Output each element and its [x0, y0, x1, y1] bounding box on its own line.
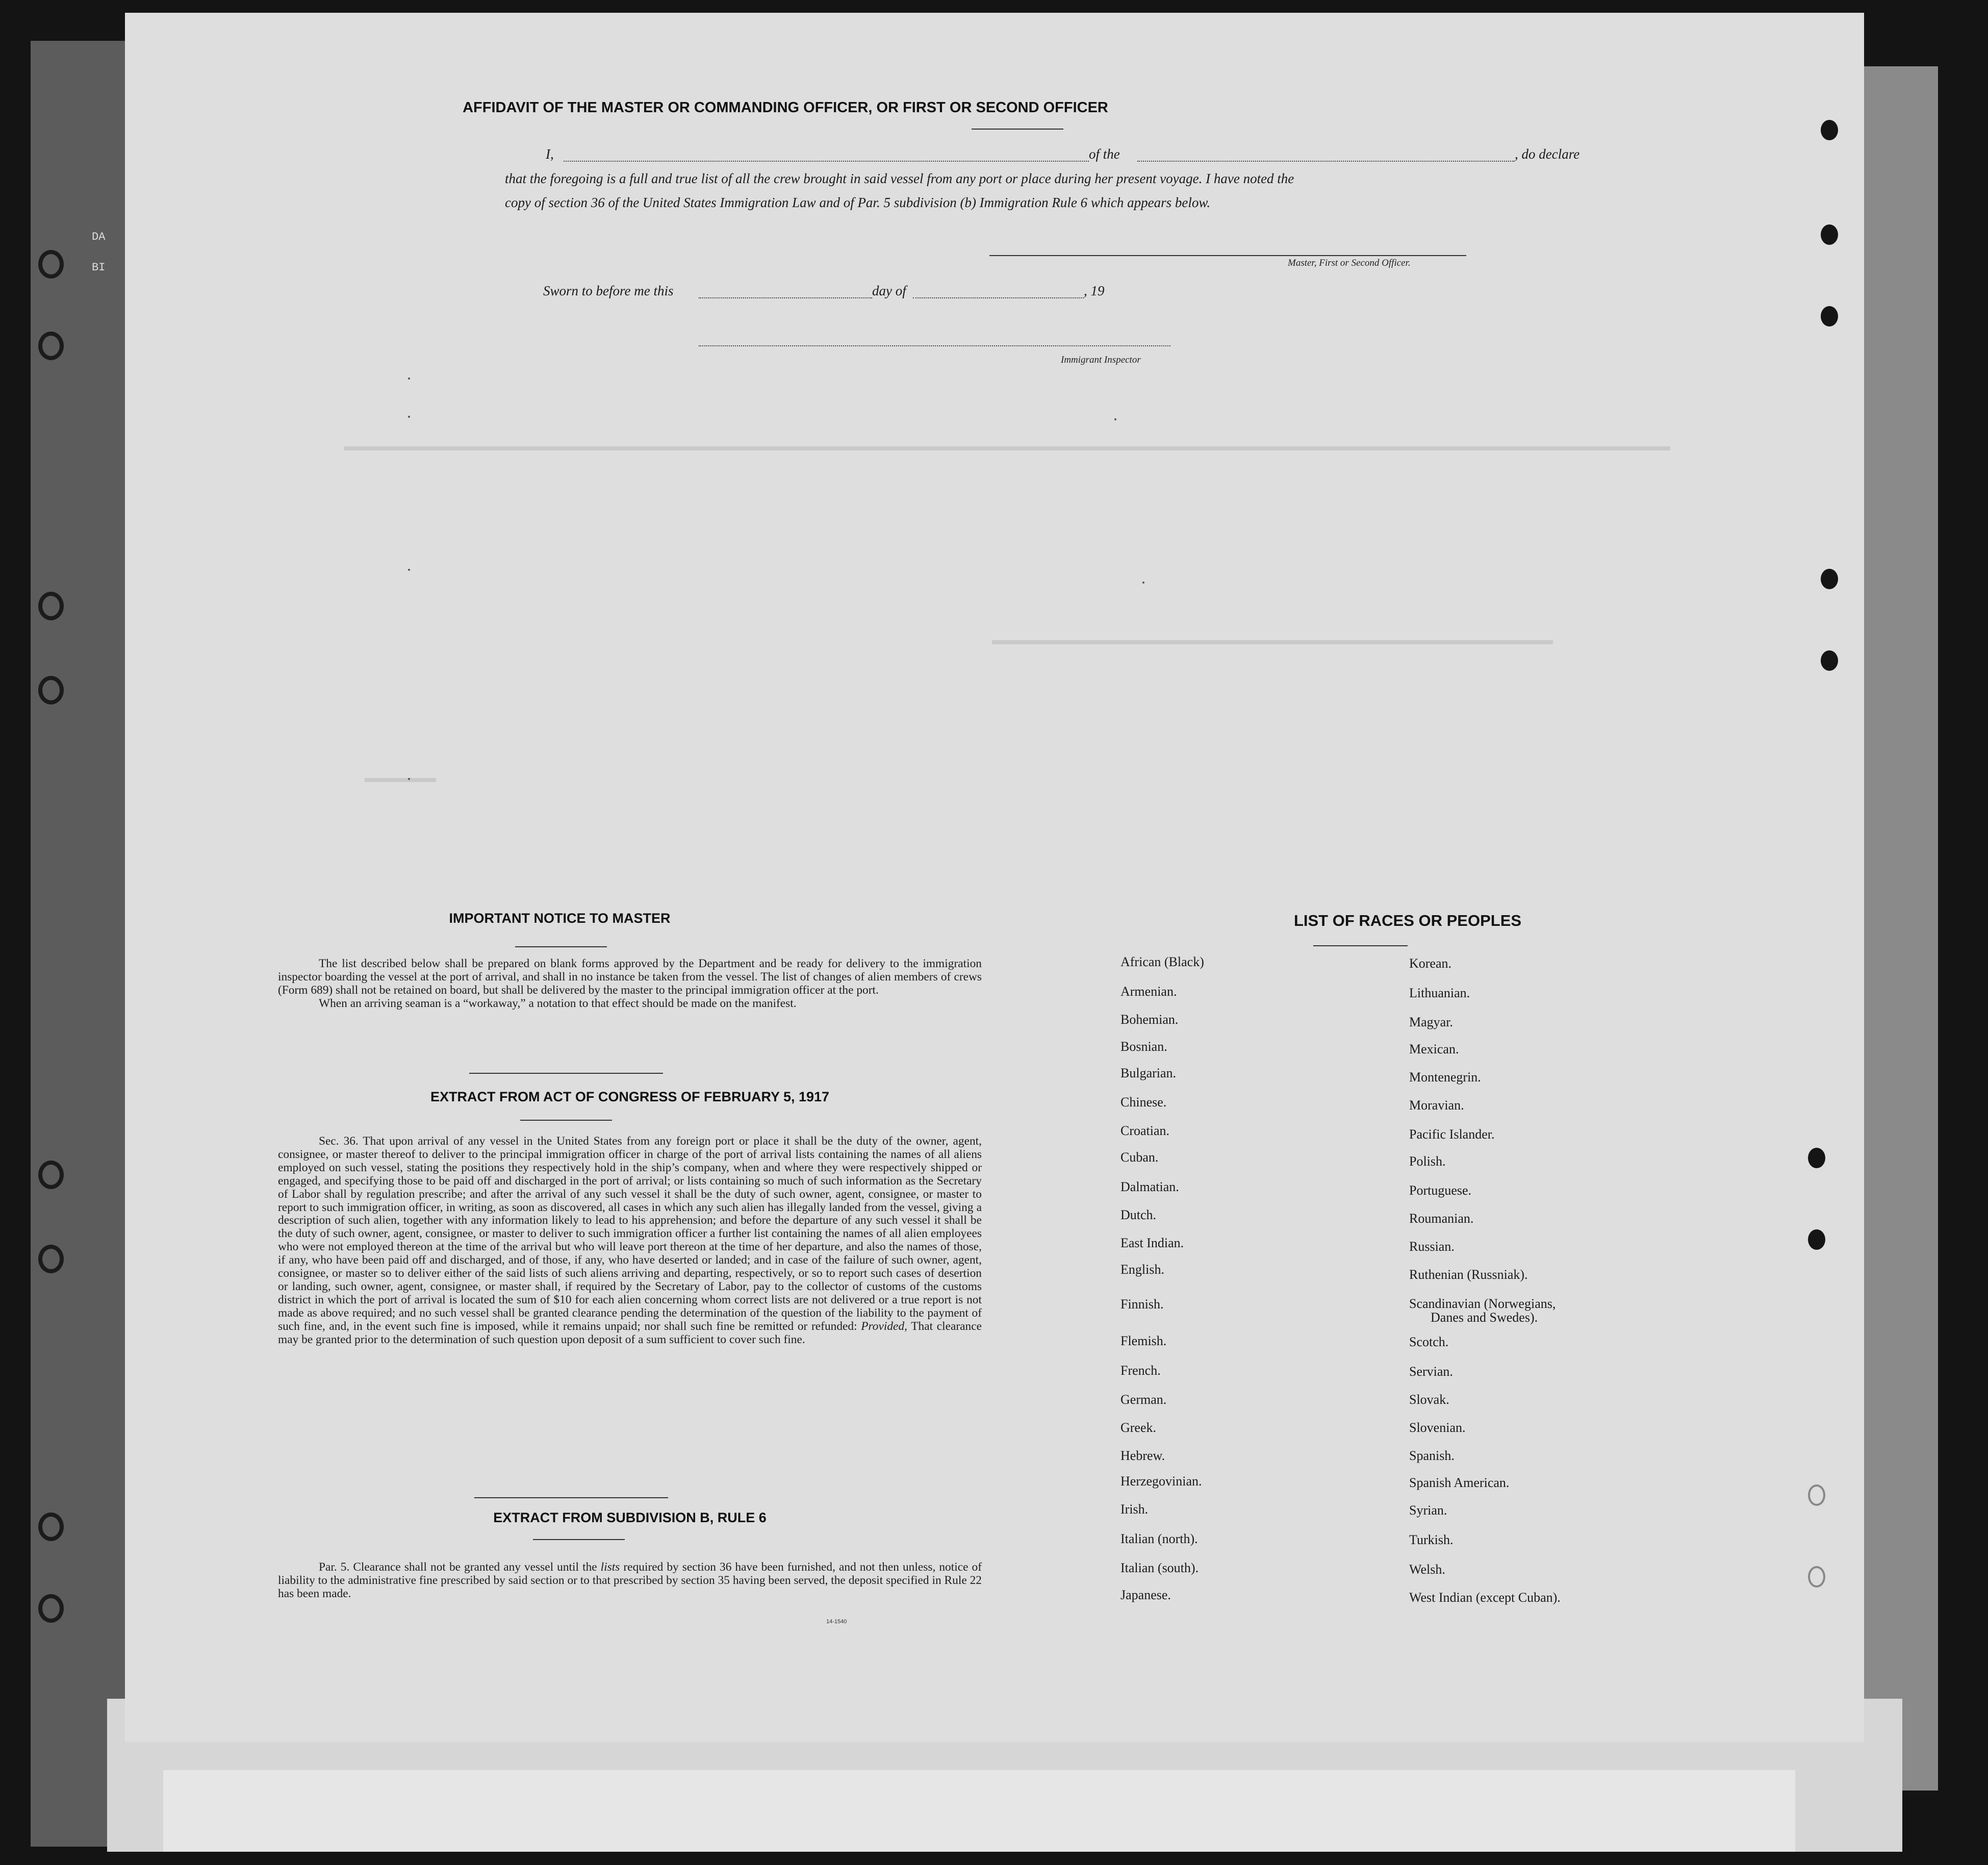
- race-item: Croatian.: [1120, 1123, 1170, 1138]
- race-item: Polish.: [1409, 1154, 1446, 1169]
- act-rule: [520, 1120, 612, 1121]
- show-through: [365, 778, 436, 782]
- race-item: Servian.: [1409, 1364, 1453, 1379]
- punch-hole: [1821, 650, 1838, 671]
- rule-body: [278, 1561, 982, 1601]
- document-page: [125, 13, 1864, 1742]
- section-rule: [474, 1497, 668, 1498]
- master-signature-label: Master, First or Second Officer.: [1288, 258, 1411, 268]
- race-item: Scandinavian (Norwegians,: [1409, 1296, 1556, 1311]
- vessel-blank[interactable]: [1137, 161, 1515, 162]
- rule-rule: [533, 1539, 625, 1540]
- show-through: [992, 640, 1553, 644]
- races-rule: [1313, 945, 1408, 946]
- act-title: EXTRACT FROM ACT OF CONGRESS OF FEBRUARY 5, 1917: [430, 1089, 830, 1104]
- punch-hole: [1821, 224, 1838, 245]
- act-text-end: That clearance may be granted prior to the determination of such question upon deposit of a sum sufficient to cover such fine.: [278, 1319, 982, 1346]
- binder-ring: [38, 676, 64, 704]
- sworn-day-of: day of: [872, 283, 906, 298]
- race-item: French.: [1120, 1363, 1161, 1378]
- race-item: Spanish.: [1409, 1448, 1455, 1463]
- punch-hole: [1821, 306, 1838, 326]
- race-item: Mexican.: [1409, 1042, 1459, 1056]
- race-item: Scotch.: [1409, 1334, 1449, 1349]
- binder-ring: [38, 1161, 64, 1189]
- punch-hole: [1821, 569, 1838, 589]
- sworn-day-blank[interactable]: [699, 297, 872, 298]
- race-item: Dalmatian.: [1120, 1179, 1179, 1194]
- sworn-year: , 19: [1084, 283, 1105, 298]
- race-item: Bulgarian.: [1120, 1066, 1177, 1080]
- edge-label-bottom: BI: [92, 261, 106, 274]
- race-item: Hebrew.: [1120, 1448, 1165, 1463]
- race-item: Danes and Swedes).: [1431, 1310, 1538, 1325]
- race-item: Dutch.: [1120, 1207, 1157, 1222]
- notice-rule: [515, 946, 607, 947]
- race-item: Italian (south).: [1120, 1560, 1199, 1575]
- rule-text-end: required by section 36 have been furnished, and not then unless, notice of liability to the administrative fine prescribed by said section or to that prescribed by section 35 having been served, the deposit specified in Rule 22 has been made.: [278, 1560, 982, 1600]
- race-item: Japanese.: [1120, 1587, 1171, 1602]
- binder-ring: [38, 592, 64, 620]
- underlying-page-lower: [163, 1770, 1795, 1852]
- notice-body: [278, 957, 982, 1011]
- race-item: Spanish American.: [1409, 1475, 1510, 1490]
- speck: [408, 778, 410, 780]
- race-item: West Indian (except Cuban).: [1409, 1590, 1561, 1605]
- speck: [1142, 582, 1144, 584]
- section-rule: [469, 1073, 663, 1074]
- race-item: Armenian.: [1120, 984, 1177, 999]
- race-item: Finnish.: [1120, 1297, 1164, 1312]
- act-body: [278, 1135, 982, 1347]
- race-item: Russian.: [1409, 1239, 1455, 1254]
- affidavit-of-the: of the: [1089, 146, 1120, 162]
- race-item: African (Black): [1120, 954, 1204, 969]
- binder-ring: [38, 1245, 64, 1273]
- race-item: Bosnian.: [1120, 1039, 1167, 1054]
- race-item: Slovenian.: [1409, 1420, 1466, 1435]
- notice-title: IMPORTANT NOTICE TO MASTER: [449, 911, 671, 926]
- race-item: Roumanian.: [1409, 1211, 1474, 1226]
- race-item: Herzegovinian.: [1120, 1474, 1202, 1489]
- punch-hole: [1821, 120, 1838, 140]
- show-through: [344, 446, 1670, 450]
- binder-ring: [38, 1594, 64, 1623]
- edge-label-top: DA: [92, 231, 106, 243]
- title-rule: [972, 129, 1063, 130]
- race-item: Magyar.: [1409, 1015, 1453, 1029]
- race-item: Welsh.: [1409, 1562, 1445, 1577]
- sworn-prefix: Sworn to before me this: [543, 283, 674, 298]
- affidavit-declare: , do declare: [1515, 146, 1580, 162]
- inspector-label: Immigrant Inspector: [1061, 355, 1141, 365]
- punch-hole-faint: [1808, 1566, 1825, 1587]
- affidavit-title: AFFIDAVIT OF THE MASTER OR COMMANDING OFFICER, OR FIRST OR SECOND OFFICER: [463, 99, 1108, 116]
- race-item: Ruthenian (Russniak).: [1409, 1267, 1528, 1282]
- race-item: Italian (north).: [1120, 1531, 1198, 1546]
- speck: [408, 377, 410, 380]
- rule-text-start: Par. 5. Clearance shall not be granted any vessel until the: [319, 1560, 601, 1574]
- act-text-start: Sec. 36. That upon arrival of any vessel in the United States from any foreign port or place it shall be the duty of the owner, agent, consignee, or master thereof to deliver to the principal immigration officer in charge of the port of arrival lists containing the names of all aliens employed on such vessel, stating the positions they respectively hold in the ship’s company, when and where they were respectively shipped or engaged, and specifying those to be paid off and discharged in the port of arrival; or lists containing so much of such information as the Secretary of Labor shall by regulation prescribe; and after the arrival of any such vessel it shall be the duty of such owner, agent, consignee, or master to report to such immigration officer, in writing, as soon as discovered, all cases in which any such alien has illegally landed from the vessel, giving a description of such alien, together with any information likely to lead to his apprehension; and before the departure of any such vessel it shall be the duty of such owner, agent, consignee, or master to deliver to such immigration officer a further list containing the names of all alien employees who were not employed thereon at the time of the arrival but who will leave port thereon at the time of her departure, and also the names of those, if any, who have been paid off and discharged, and of those, if any, who have deserted or landed; and in case of the failure of such owner, agent, consignee, or master so to deliver either of the said lists of such aliens arriving and departing, respectively, or so to report such cases of desertion or landing, such owner, agent, consignee, or master shall, if required by the Secretary of Labor, pay to the collector of customs of the customs district in which the port of arrival is located the sum of $10 for each alien concerning whom correct lists are not delivered or a true report is not made as above required; and no such vessel shall be granted clearance pending the determination of the question of the liability to the payment of such fine, and, in the event such fine is imposed, while it remains unpaid; nor shall such fine be remitted or refunded:: [278, 1135, 982, 1333]
- race-item: Montenegrin.: [1409, 1070, 1481, 1085]
- binder-ring: [38, 1513, 64, 1541]
- notice-para-2: When an arriving seaman is a “workaway,” a notation to that effect should be made on the manifest.: [319, 996, 797, 1010]
- race-item: Chinese.: [1120, 1095, 1167, 1110]
- race-item: Bohemian.: [1120, 1012, 1179, 1027]
- rule-title: EXTRACT FROM SUBDIVISION B, RULE 6: [493, 1510, 767, 1525]
- affidavit-i: I,: [546, 146, 554, 162]
- race-item: Flemish.: [1120, 1333, 1167, 1348]
- affidavit-line2: that the foregoing is a full and true list of all the crew brought in said vessel from any port or place during her present voyage. I have noted the: [505, 171, 1294, 186]
- race-item: German.: [1120, 1392, 1167, 1407]
- affidavit-line3: copy of section 36 of the United States Immigration Law and of Par. 5 subdivision (b) Immigration Rule 6 which appears below.: [505, 195, 1211, 210]
- name-blank[interactable]: [564, 161, 1089, 162]
- punch-hole-faint: [1808, 1484, 1825, 1506]
- rule-text-lists: lists: [600, 1560, 620, 1574]
- race-item: East Indian.: [1120, 1236, 1184, 1250]
- race-item: Pacific Islander.: [1409, 1127, 1495, 1142]
- inspector-signature-line[interactable]: [699, 345, 1170, 346]
- race-item: Moravian.: [1409, 1098, 1464, 1113]
- form-number: 14-1540: [826, 1619, 847, 1625]
- race-item: Portuguese.: [1409, 1183, 1472, 1198]
- master-signature-line[interactable]: [989, 255, 1466, 256]
- races-title: LIST OF RACES OR PEOPLES: [1293, 912, 1522, 929]
- race-item: Turkish.: [1409, 1532, 1454, 1547]
- speck: [1114, 418, 1116, 420]
- notice-para-1: The list described below shall be prepared on blank forms approved by the Department and be ready for delivery to the immigration inspector boarding the vessel at the port of arrival, and shall in no instance be taken from the vessel. The list of changes of alien members of crews (Form 689) shall not be retained on board, but shall be delivered by the master to the principal immigration officer at the port.: [278, 957, 982, 997]
- punch-hole: [1808, 1229, 1825, 1250]
- race-item: Syrian.: [1409, 1503, 1447, 1518]
- binder-ring: [38, 250, 64, 279]
- act-text-provided: Provided,: [861, 1319, 907, 1333]
- speck: [408, 569, 410, 571]
- race-item: Lithuanian.: [1409, 986, 1470, 1000]
- punch-hole: [1808, 1148, 1825, 1168]
- race-item: Cuban.: [1120, 1150, 1159, 1165]
- sworn-month-blank[interactable]: [913, 297, 1084, 298]
- race-item: Slovak.: [1409, 1392, 1449, 1407]
- race-item: Greek.: [1120, 1420, 1157, 1435]
- binder-ring: [38, 332, 64, 360]
- race-item: Irish.: [1120, 1502, 1149, 1517]
- speck: [408, 416, 410, 418]
- race-item: Korean.: [1409, 956, 1452, 971]
- race-item: English.: [1120, 1262, 1164, 1277]
